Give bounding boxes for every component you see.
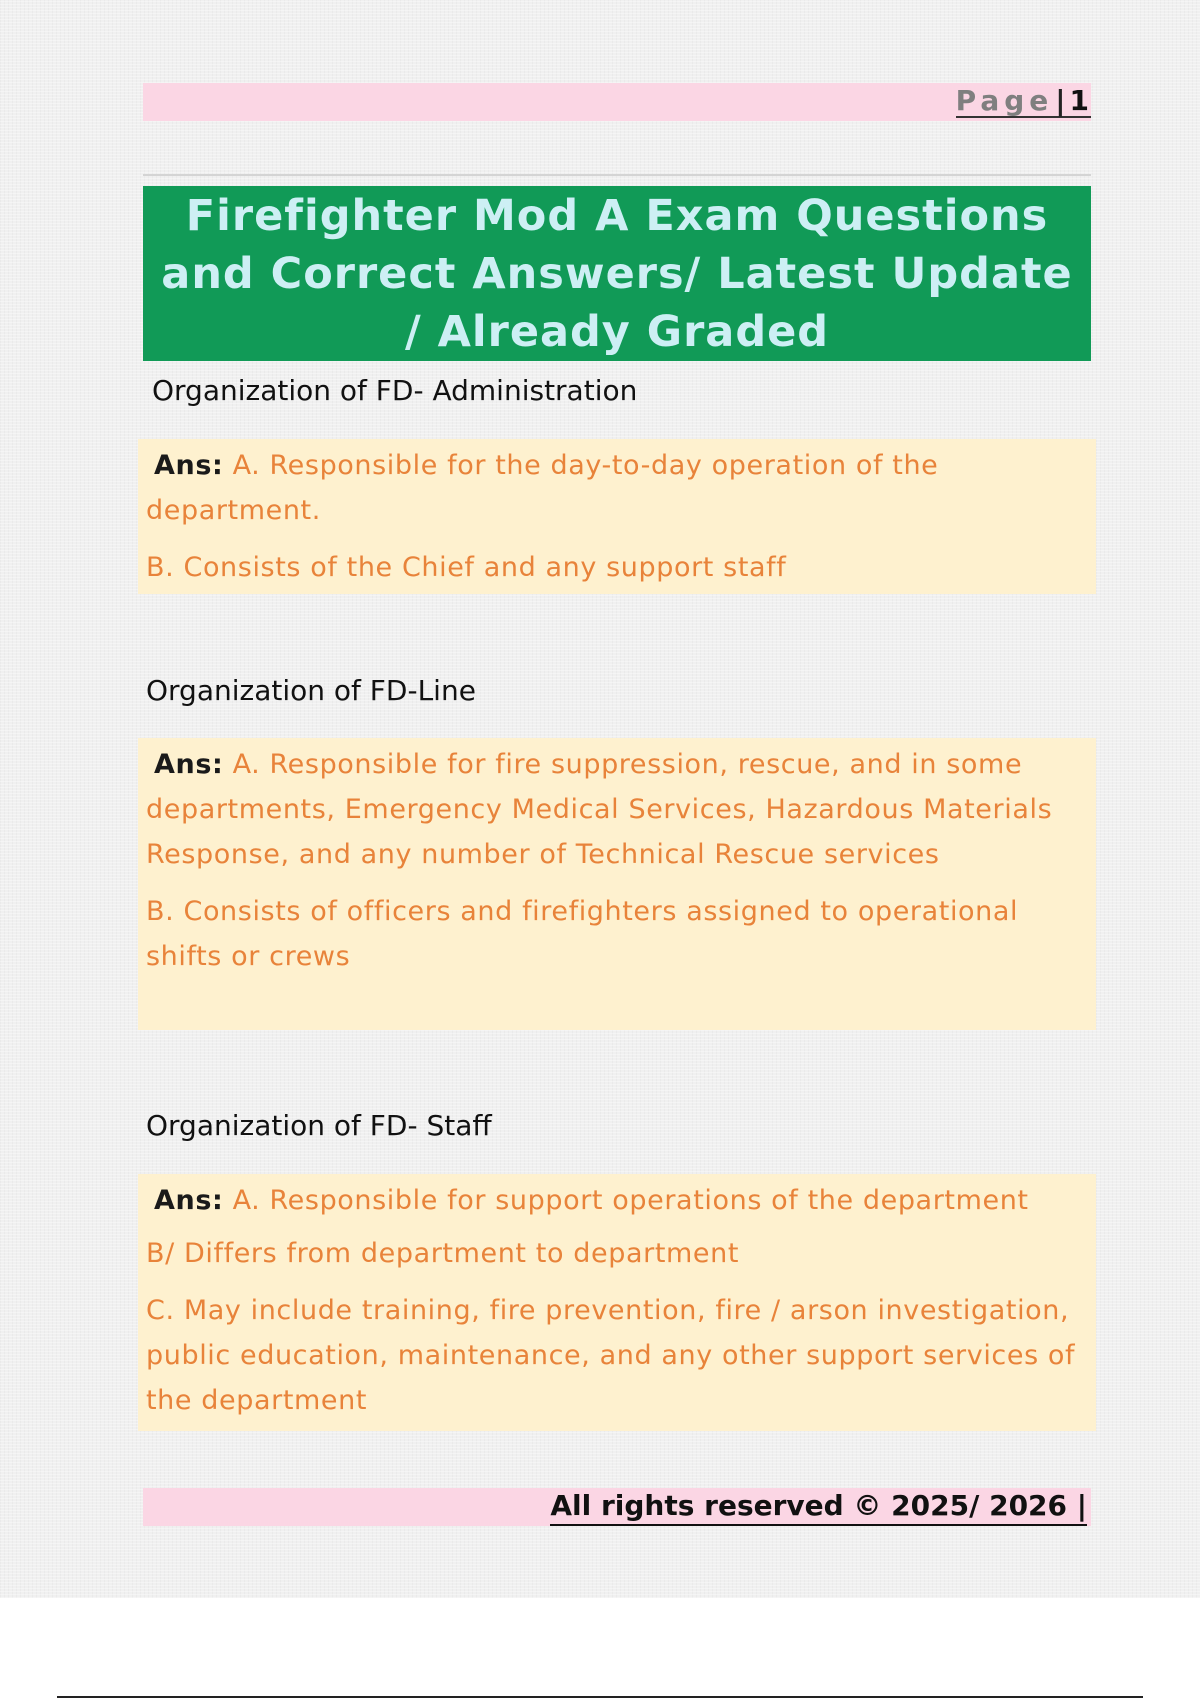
answer-label: Ans: — [154, 749, 224, 780]
answer-1b-text: B. Consists of the Chief and any support staff — [146, 552, 787, 583]
title-banner — [143, 186, 1091, 361]
answer-box-2 — [138, 738, 1096, 1030]
page-footer — [143, 1488, 1091, 1526]
answer-label: Ans: — [154, 1185, 224, 1216]
page-number-label — [956, 86, 1091, 118]
answer-3-line-a — [146, 1178, 1088, 1223]
page-word: Page — [955, 84, 1054, 117]
bottom-divider — [57, 1696, 1143, 1698]
answer-2a-text: A. Responsible for fire suppression, rescue, and in some departments, Emergency Medical Services, Hazardous Materials Response, and any number of Technical Rescue services — [146, 749, 1053, 870]
answer-3c-text: C. May include training, fire prevention, fire / arson investigation, public education, maintenance, and any other support services of the department — [146, 1295, 1076, 1416]
question-1: Organization of FD- Administration — [152, 374, 638, 407]
answer-3a-text: A. Responsible for support operations of the department — [232, 1185, 1029, 1216]
document-title: Firefighter Mod A Exam Questions and Correct Answers/ Latest Update / Already Graded — [161, 190, 1073, 357]
answer-2b-text: B. Consists of officers and firefighters assigned to operational shifts or crews — [146, 896, 1019, 972]
page-separator: | — [1055, 84, 1066, 117]
answer-2-line-a — [146, 742, 1088, 877]
answer-label: Ans: — [154, 450, 224, 481]
answer-1-line-a — [146, 443, 1088, 533]
answer-box-3 — [138, 1174, 1096, 1431]
answer-1a-text: A. Responsible for the day-to-day operation of the department. — [146, 450, 939, 526]
answer-3b-text: B/ Differs from department to department — [146, 1238, 740, 1269]
question-3: Organization of FD- Staff — [146, 1109, 492, 1142]
answer-box-1 — [138, 439, 1096, 594]
question-2: Organization of FD-Line — [146, 674, 476, 707]
page-number: 1 — [1069, 84, 1089, 117]
copyright-notice: All rights reserved © 2025/ 2026 | — [550, 1488, 1087, 1526]
page-header — [143, 83, 1091, 121]
header-divider — [143, 174, 1091, 176]
